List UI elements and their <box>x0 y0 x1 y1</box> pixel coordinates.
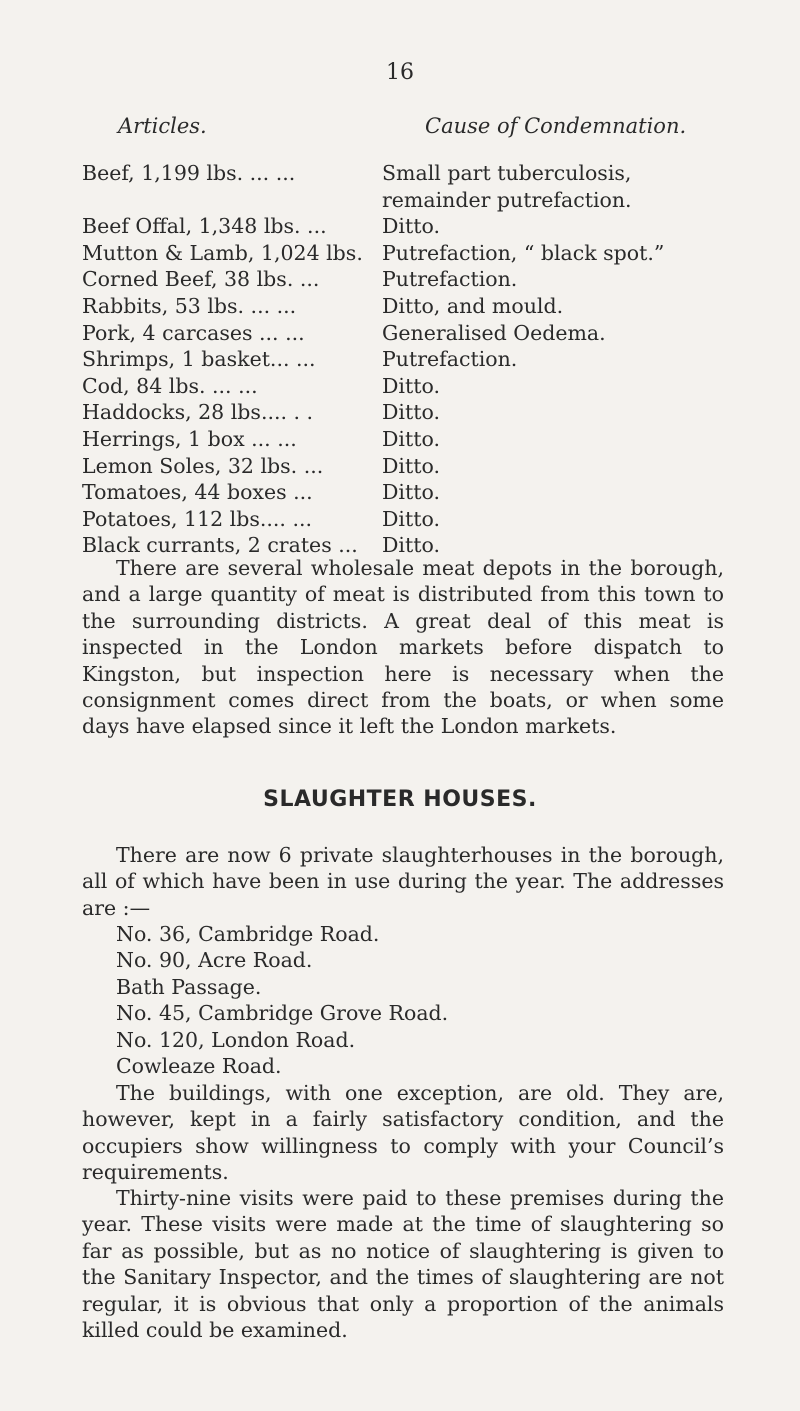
cause-cell: Ditto. <box>382 400 440 425</box>
article-cell: Beef Offal, 1,348 lbs. ... <box>82 214 327 239</box>
article-cell: Tomatoes, 44 boxes ... <box>82 480 313 505</box>
article-cell: Haddocks, 28 lbs.... . . <box>82 400 314 425</box>
article-cell: Pork, 4 carcases ... ... <box>82 320 305 345</box>
cause-cell: Ditto. <box>382 506 440 531</box>
article-cell: Beef, 1,199 lbs. ... ... <box>82 161 296 185</box>
address-item: Cowleaze Road. <box>116 1054 282 1079</box>
article-cell: Shrimps, 1 basket... ... <box>82 347 316 372</box>
depots-paragraph: There are several wholesale meat depots in the borough, and a large quantity of meat is distributed from this town to the surrounding districts. A great deal of this meat is inspected in the London markets before dispatch to Kingston, but inspection here is necessary when the consignment comes direct from the boats, or when some days have elapsed since it left the London markets. <box>82 556 724 739</box>
address-item: No. 45, Cambridge Grove Road. <box>116 1001 449 1026</box>
article-cell: Mutton & Lamb, 1,024 lbs. <box>82 240 363 265</box>
cause-cell: Putrefaction. <box>382 347 518 372</box>
cause-cell: Ditto. <box>382 373 440 398</box>
buildings-paragraph: The buildings, with one exception, are old. They are, however, kept in a fairly satisfactory condition, and the occupiers show willingness to comply with your Council’s requirements. <box>82 1081 724 1185</box>
article-cell: Cod, 84 lbs. ... ... <box>82 373 258 398</box>
cause-cell: Ditto. <box>382 533 440 558</box>
address-item: No. 120, London Road. <box>116 1027 356 1052</box>
visits-paragraph: Thirty-nine visits were paid to these premises during the year. These visits were made at the time of slaughtering so far as possible, but as no notice of slaughtering is given to the Sanitary Inspector, and the times of slaughtering are not regular, it is obvious that only a proportion of the animals killed could be examined. <box>82 1186 724 1343</box>
articles-column-header: Articles. <box>118 114 207 138</box>
table-row <box>82 399 722 426</box>
address-item: No. 90, Acre Road. <box>116 948 313 973</box>
table-row <box>82 213 722 240</box>
article-cell: Rabbits, 53 lbs. ... ... <box>82 293 297 318</box>
cause-column-header: Cause of Condemnation. <box>425 114 687 138</box>
article-cell: Corned Beef, 38 lbs. ... <box>82 267 320 292</box>
page-number: 16 <box>386 60 414 85</box>
cause-cell: Ditto, and mould. <box>382 293 564 318</box>
table-row <box>82 453 722 480</box>
cause-cell: Small part tuberculosis, remainder putrefaction. <box>382 161 632 212</box>
condemnation-table <box>82 160 722 559</box>
cause-cell: Putrefaction. <box>382 267 518 292</box>
article-cell: Black currants, 2 crates ... <box>82 533 358 558</box>
table-row <box>82 346 722 373</box>
cause-cell: Ditto. <box>382 214 440 239</box>
table-row <box>82 240 722 267</box>
table-row <box>82 266 722 293</box>
cause-cell: Putrefaction, “ black spot.” <box>382 240 665 265</box>
table-row <box>82 320 722 347</box>
table-row <box>82 373 722 400</box>
article-cell: Herrings, 1 box ... ... <box>82 426 297 451</box>
address-item: Bath Passage. <box>116 974 262 999</box>
article-cell: Lemon Soles, 32 lbs. ... <box>82 453 324 478</box>
table-row <box>82 293 722 320</box>
address-item: No. 36, Cambridge Road. <box>116 922 380 946</box>
table-row <box>82 160 722 213</box>
table-row <box>82 479 722 506</box>
section-heading: SLAUGHTER HOUSES. <box>263 787 537 812</box>
cause-cell: Generalised Oedema. <box>382 320 606 345</box>
table-row <box>82 506 722 533</box>
article-cell: Potatoes, 112 lbs.... ... <box>82 506 313 531</box>
address-list <box>116 921 448 1079</box>
table-row <box>82 426 722 453</box>
cause-cell: Ditto. <box>382 426 440 451</box>
cause-cell: Ditto. <box>382 480 440 505</box>
slaughterhouses-intro-paragraph: There are now 6 private slaughterhouses in the borough, all of which have been in use during the year. The addresses are :— <box>82 843 724 920</box>
cause-cell: Ditto. <box>382 453 440 478</box>
